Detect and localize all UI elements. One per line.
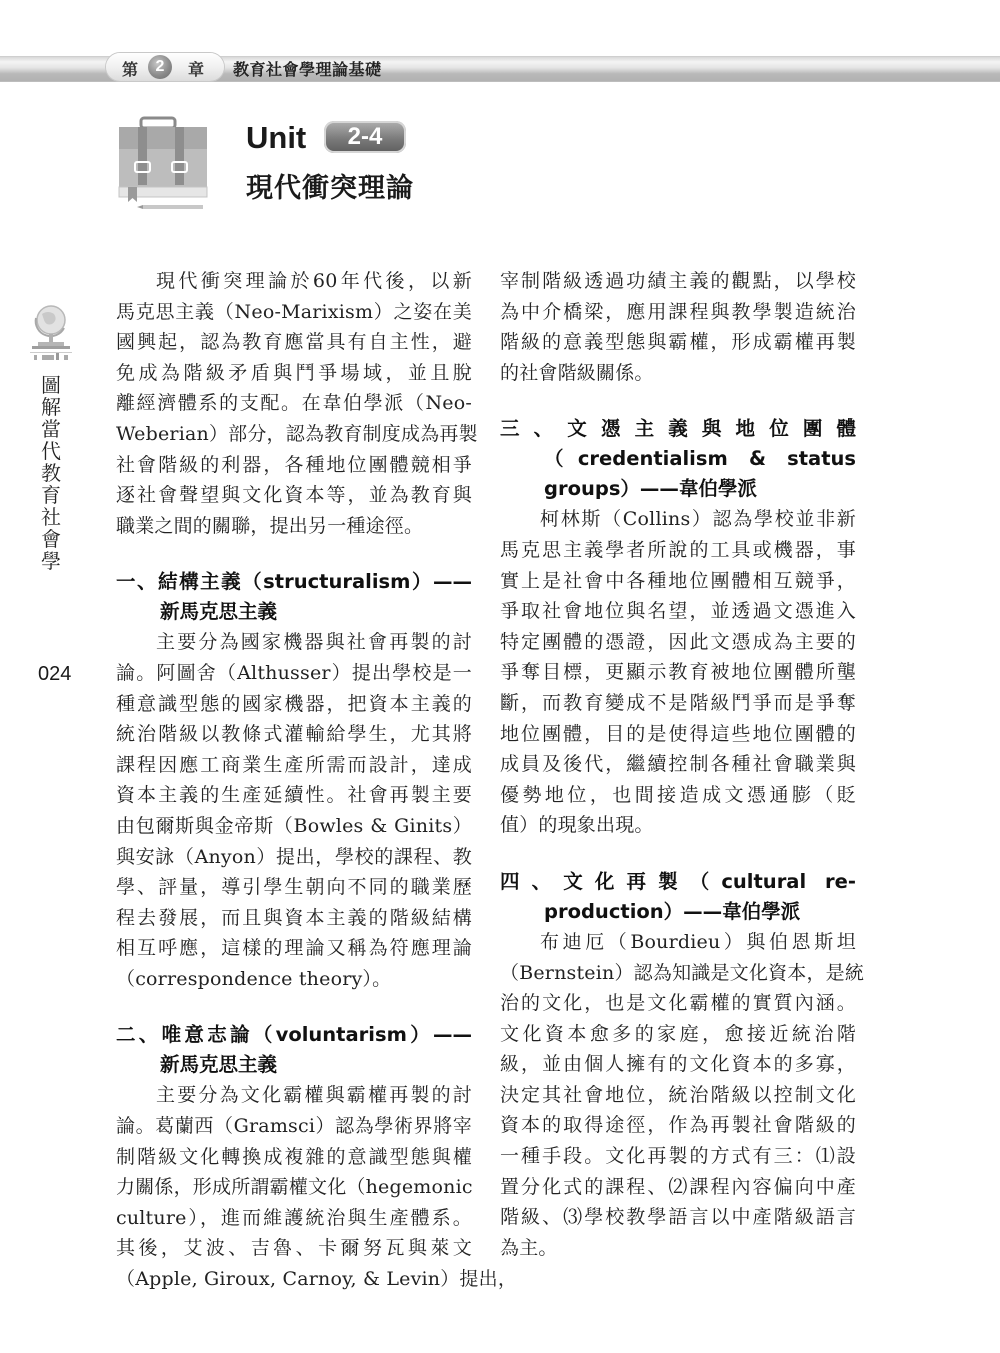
text-line: 論。葛蘭西（Gramsci）認為學術界將宰: [116, 1115, 472, 1138]
text-line: 級，並由個人擁有的文化資本的多寡，: [500, 1053, 856, 1076]
page-number: 024: [38, 663, 72, 685]
text-line: 優勢地位，也間接造成文憑通膨（貶: [500, 783, 856, 806]
text-line: 值）的現象出現。: [500, 814, 654, 837]
text-line: 爭取社會地位與名望，並透過文憑進入: [500, 600, 856, 623]
text-line: 的社會階級關係。: [500, 361, 654, 384]
text-line: （correspondence theory）。: [116, 967, 392, 990]
chapter-title: 教育社會學理論基礎: [233, 60, 382, 79]
text-line: 社會階級的利器，各種地位團體競相爭: [116, 453, 472, 476]
text-line: 統治階級以教條式灌輸給學生，尤其將: [116, 723, 472, 746]
text-line: 布迪厄（Bourdieu）與伯恩斯坦: [540, 930, 856, 953]
text-line: 柯林斯（Collins）認為學校並非新: [540, 508, 856, 531]
section-heading: 新馬克思主義: [160, 600, 278, 624]
section-heading: 三、文憑主義與地位團體: [500, 417, 856, 441]
text-line: 論。阿圖舍（Althusser）提出學校是一: [116, 661, 472, 684]
unit-number-badge: 2-4: [324, 121, 406, 153]
text-line: 課程因應工商業生產所需而設計，達成: [116, 753, 472, 776]
section-heading: 一、結構主義（structuralism）——: [116, 570, 472, 594]
book-title-char: 社: [41, 505, 61, 529]
text-line: 力關係，形成所謂霸權文化（hegemonic: [116, 1176, 473, 1199]
book-title-char: 教: [41, 461, 61, 485]
text-line: Weberian）部分，認為教育制度成為再製: [116, 422, 478, 445]
continuation-paragraph: [500, 266, 856, 388]
section-voluntarism: [116, 1020, 518, 1294]
chapter-number-badge: 2: [148, 55, 172, 79]
text-line: 為中介橋梁，應用課程與教學製造統治: [500, 300, 856, 323]
text-line: 決定其社會地位，統治階級以控制文化: [500, 1083, 856, 1106]
text-line: 治的文化，也是文化霸權的實質內涵。: [500, 992, 856, 1015]
text-line: 宰制階級透過功績主義的觀點，以學校: [500, 270, 856, 292]
text-line: 馬克思主義（Neo-Marixism）之姿在美: [116, 300, 472, 323]
text-line: 為主。: [500, 1236, 558, 1259]
text-line: （Bernstein）認為知識是文化資本，是統: [500, 961, 865, 984]
section-cultural-reproduction: [500, 867, 865, 1264]
section-heading: 二、唯意志論（voluntarism）——: [116, 1023, 472, 1047]
section-heading: 新馬克思主義: [160, 1053, 278, 1077]
text-line: 馬克思主義學者所說的工具或機器，事: [500, 538, 856, 561]
text-line: 程去發展，而且與資本主義的階級結構: [116, 906, 472, 929]
text-line: 離經濟體系的支配。在韋伯學派（Neo-: [116, 392, 472, 415]
left-column: [116, 266, 518, 1295]
book-title-char: 圖: [41, 373, 61, 397]
text-line: 主要分為國家機器與社會再製的討: [156, 631, 472, 654]
text-line: （Apple, Giroux, Carnoy, & Levin）提出，: [116, 1268, 518, 1291]
text-line: 階級的意義型態與霸權，形成霸權再製: [500, 331, 856, 354]
text-line: 文化資本愈多的家庭，愈接近統治階: [500, 1022, 856, 1045]
text-line: 特定團體的憑證，因此文憑成為主要的: [500, 630, 856, 653]
briefcase-icon: [113, 112, 213, 212]
text-line: 與安詠（Anyon）提出，學校的課程、教: [116, 845, 472, 868]
book-title-char: 育: [41, 483, 61, 507]
book-title-char: 代: [41, 439, 61, 463]
text-line: 階級、⑶學校教學語言以中產階級語言: [500, 1206, 856, 1229]
text-line: 免成為階級矛盾與鬥爭場域，並且脫: [116, 361, 472, 384]
text-line: 種意識型態的國家機器，把資本主義的: [116, 692, 472, 715]
book-title-char: 會: [41, 527, 61, 551]
book-title-char: 學: [41, 549, 61, 573]
text-line: 資本主義的生產延續性。社會再製主要: [116, 784, 472, 807]
right-column: [500, 266, 865, 1263]
section-heading: production）——韋伯學派: [544, 899, 801, 923]
book-title-char: 當: [41, 417, 61, 441]
text-line: 制階級文化轉換成複雜的意識型態與權: [116, 1145, 472, 1168]
text-line: 實上是社會中各種地位團體相互競爭，: [500, 569, 856, 592]
text-line: 現代衝突理論於60年代後，以新: [156, 270, 472, 292]
chapter-suffix: 章: [188, 60, 205, 79]
text-line: 由包爾斯與金帝斯（Bowles & Ginits）: [116, 814, 472, 837]
section-credentialism: [500, 414, 856, 841]
text-line: 學、評量，導引學生朝向不同的職業歷: [116, 876, 472, 899]
section-heading: （credentialism & status: [544, 447, 856, 471]
text-line: 置分化式的課程、⑵課程內容偏向中產: [500, 1175, 856, 1198]
chapter-prefix: 第: [122, 60, 139, 79]
text-line: 斷，而教育變成不是階級鬥爭而是爭奪: [500, 691, 856, 714]
text-line: 相互呼應，這樣的理論又稱為符應理論: [116, 937, 472, 960]
unit-title: 現代衝突理論: [246, 173, 414, 204]
section-heading: groups）——韋伯學派: [544, 477, 757, 501]
intro-paragraph: [116, 266, 478, 541]
text-line: 國興起，認為教育應當具有自主性，避: [116, 331, 472, 354]
text-line: 其後，艾波、吉魯、卡爾努瓦與萊文: [116, 1237, 472, 1260]
section-structuralism: [116, 567, 472, 994]
text-line: 地位團體，目的是使得這些地位團體的: [500, 722, 856, 745]
text-line: 成員及後代，繼續控制各種社會職業與: [500, 753, 856, 776]
text-line: 爭奪目標，更顯示教育被地位團體所壟: [500, 661, 856, 684]
book-title-vertical: [38, 374, 64, 572]
section-heading: 四、文化再製（cultural re-: [500, 869, 856, 893]
text-line: 一種手段。文化再製的方式有三：⑴設: [500, 1145, 856, 1168]
unit-label: Unit: [246, 120, 307, 155]
text-line: 主要分為文化霸權與霸權再製的討: [156, 1084, 472, 1107]
book-title-char: 解: [41, 395, 61, 419]
text-line: 資本的取得途徑，作為再製社會階級的: [500, 1114, 856, 1137]
text-line: 職業之間的關聯，提出另一種途徑。: [116, 514, 424, 537]
text-line: 逐社會聲望與文化資本等，並為教育與: [116, 484, 472, 507]
globe-icon: [28, 302, 74, 364]
text-line: culture），進而維護統治與生產體系。: [116, 1206, 472, 1229]
